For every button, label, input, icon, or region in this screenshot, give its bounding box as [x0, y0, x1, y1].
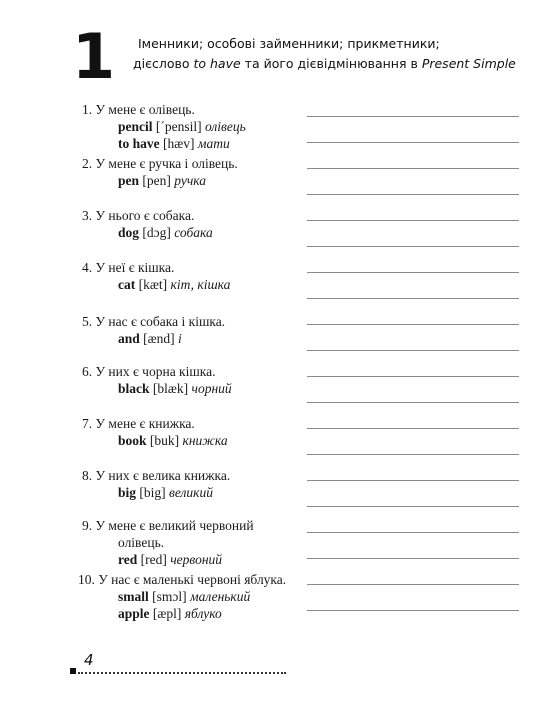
vocab-entry: red [red] червоний: [118, 552, 223, 567]
answer-line[interactable]: [307, 402, 519, 403]
answer-line[interactable]: [307, 506, 519, 507]
answer-line[interactable]: [307, 220, 519, 221]
exercise-item: [82, 313, 297, 347]
vocab-entry: dog [dɔg] собака: [118, 225, 213, 240]
vocab-entry: big [big] великий: [118, 485, 213, 500]
answer-line[interactable]: [307, 194, 519, 195]
vocab-entry: cat [kæt] кіт, кішка: [118, 277, 231, 292]
exercise-sentence: 4. У неї є кішка.: [82, 260, 175, 275]
answer-line[interactable]: [307, 480, 519, 481]
exercise-sentence: 6. У них є чорна кішка.: [82, 364, 216, 379]
exercise-sentence: 1. У мене є олівець.: [82, 102, 195, 117]
page-number: 4: [84, 651, 94, 669]
vocab-entry: black [blæk] чорний: [118, 381, 232, 396]
exercise-item: [82, 415, 297, 449]
answer-line[interactable]: [307, 558, 519, 559]
vocab-entry: pencil [ˊpensil] олівець: [118, 119, 246, 134]
vocab-entry: small [smɔl] маленький: [118, 589, 251, 604]
unit-heading: [133, 34, 536, 74]
vocab-entry: to have [hæv] мати: [118, 136, 230, 151]
exercise-sentence: 10. У нас є маленькі червоні яблука.: [78, 572, 287, 587]
answer-line[interactable]: [307, 610, 519, 611]
exercise-item: [82, 207, 297, 241]
answer-line[interactable]: [307, 324, 519, 325]
exercise-sentence: 5. У нас є собака і кішка.: [82, 314, 226, 329]
answer-line[interactable]: [307, 454, 519, 455]
exercise-sentence: 2. У мене є ручка і олівець.: [82, 156, 238, 171]
answer-line[interactable]: [307, 298, 519, 299]
exercise-item: [82, 101, 297, 152]
exercise-sentence: 7. У мене є книжка.: [82, 416, 195, 431]
vocab-entry: apple [æpl] яблуко: [118, 606, 222, 621]
heading-line-2: дієслово to have та його дієвідмінювання в Present Simple: [133, 56, 516, 71]
exercise-sentence: 3. У нього є собака.: [82, 208, 195, 223]
exercise-sentence: 8. У них є велика книжка.: [82, 468, 231, 483]
vocab-entry: and [ænd] і: [118, 331, 182, 346]
heading-line-1: Іменники; особові займенники; прикметники;: [138, 36, 440, 51]
unit-number: 1: [72, 20, 114, 93]
answer-line[interactable]: [307, 142, 519, 143]
answer-line[interactable]: [307, 428, 519, 429]
exercise-sentence: 9. У мене є великий червоний: [82, 518, 254, 533]
footer-dotted-rule: [78, 672, 286, 674]
vocab-entry: pen [pen] ручка: [118, 173, 206, 188]
exercise-item: [78, 571, 308, 622]
footer-square-marker: [70, 668, 76, 674]
exercise-item: [82, 467, 297, 501]
answer-line[interactable]: [307, 246, 519, 247]
exercise-item: [82, 259, 297, 293]
answer-line[interactable]: [307, 272, 519, 273]
answer-line[interactable]: [307, 584, 519, 585]
answer-line[interactable]: [307, 350, 519, 351]
answer-line[interactable]: [307, 168, 519, 169]
exercise-item: [82, 155, 297, 189]
vocab-entry: book [buk] книжка: [118, 433, 228, 448]
exercise-item: [82, 517, 297, 568]
exercise-item: [82, 363, 297, 397]
answer-line[interactable]: [307, 532, 519, 533]
answer-line[interactable]: [307, 376, 519, 377]
exercise-sentence-continued: олівець.: [118, 535, 165, 550]
answer-line[interactable]: [307, 116, 519, 117]
